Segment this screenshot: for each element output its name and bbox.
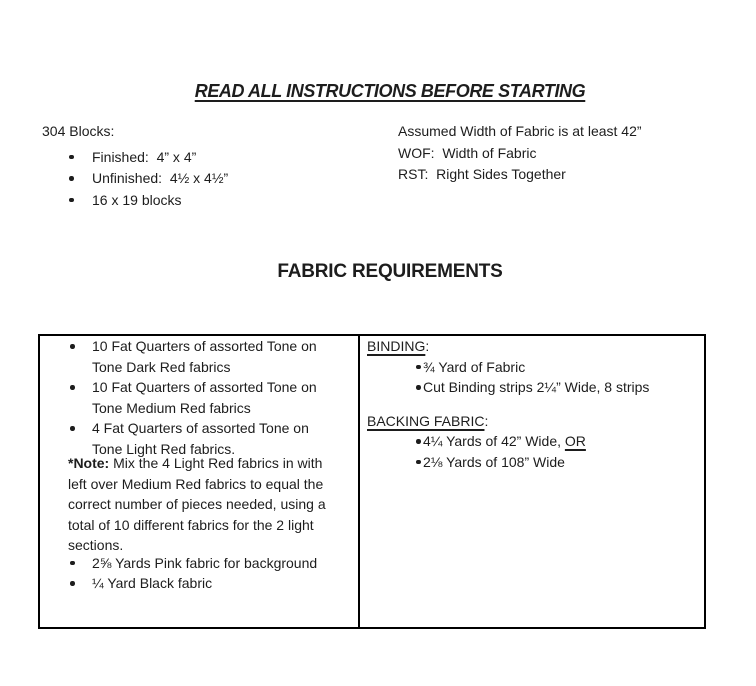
info-line: RST: Right Sides Together xyxy=(398,166,566,182)
bullet-icon xyxy=(69,198,74,203)
list-item xyxy=(68,377,342,418)
list-item xyxy=(42,190,372,212)
list-item-text: 10 Fat Quarters of assorted Tone on Tone Medium Red fabrics xyxy=(92,379,317,416)
list-item xyxy=(367,377,698,398)
binding-heading: BINDING xyxy=(367,338,426,354)
list-item xyxy=(367,452,698,473)
bullet-icon xyxy=(70,385,75,390)
fat-quarters-list xyxy=(68,336,342,459)
quantities-cell xyxy=(40,336,360,627)
info-line: WOF: Width of Fabric xyxy=(398,144,537,161)
list-item xyxy=(68,573,342,594)
list-item xyxy=(68,336,342,377)
bullet-icon xyxy=(70,561,75,566)
note-paragraph xyxy=(68,453,342,556)
list-item xyxy=(68,418,342,459)
bullet-icon xyxy=(70,426,75,431)
list-item-text: 16 x 19 blocks xyxy=(92,191,182,208)
list-item-text: 10 Fat Quarters of assorted Tone on Tone Dark Red fabrics xyxy=(92,338,317,375)
blocks-info-section xyxy=(42,121,372,211)
blocks-list xyxy=(42,147,372,212)
blocks-heading: 304 Blocks: xyxy=(42,123,115,139)
section-title: FABRIC REQUIREMENTS xyxy=(277,261,503,282)
list-item xyxy=(68,553,342,574)
list-item-text: Finished: 4” x 4” xyxy=(92,148,197,165)
bullet-icon xyxy=(69,176,74,181)
list-item xyxy=(367,357,698,378)
binding-heading-colon: : xyxy=(425,338,430,354)
bullet-icon xyxy=(416,439,421,444)
note-label: *Note: xyxy=(68,455,110,471)
fabric-requirements-table xyxy=(38,334,706,629)
binding-list xyxy=(367,357,698,398)
additional-fabrics-list xyxy=(68,553,342,594)
list-item xyxy=(42,168,372,190)
list-item-text: Cut Binding strips 2¼” Wide, 8 strips xyxy=(423,379,650,395)
bullet-icon xyxy=(69,155,74,160)
bullet-icon xyxy=(70,581,75,586)
backing-heading-line xyxy=(367,411,698,432)
list-item-text: 2⅛ Yards of 108” Wide xyxy=(423,453,565,470)
backing-section xyxy=(367,411,698,473)
list-item xyxy=(367,431,698,452)
backing-heading-colon: : xyxy=(484,412,489,429)
page-title: READ ALL INSTRUCTIONS BEFORE STARTING xyxy=(194,81,586,101)
or-emphasis: OR xyxy=(564,433,586,449)
list-item-text: ¼ Yard Black fabric xyxy=(92,575,213,591)
backing-list xyxy=(367,431,698,472)
bullet-icon xyxy=(70,344,75,349)
binding-heading-line xyxy=(367,336,698,357)
note-text: Mix the 4 Light Red fabrics in with left over Medium Red fabrics to equal the correct number of pieces needed, using a total of 10 different fabrics for the 2 light sections. xyxy=(68,455,326,553)
info-line: Assumed Width of Fabric is at least 42” xyxy=(398,123,642,139)
list-item-text: 4 Fat Quarters of assorted Tone on Tone Light Red fabrics. xyxy=(92,420,309,457)
list-item-text: ¾ Yard of Fabric xyxy=(423,358,526,375)
fabric-info-section xyxy=(398,121,728,186)
list-item-text: 4¼ Yards of 42” Wide, xyxy=(423,433,565,449)
list-item xyxy=(42,147,372,169)
list-item-text: 2⅝ Yards Pink fabric for background xyxy=(92,554,318,571)
bullet-icon xyxy=(416,460,421,465)
list-item-text: Unfinished: 4½ x 4½” xyxy=(92,170,229,186)
backing-heading: BACKING FABRIC xyxy=(367,412,485,429)
bullet-icon xyxy=(416,365,421,370)
binding-section xyxy=(367,336,698,398)
bullet-icon xyxy=(416,385,421,390)
binding-backing-cell xyxy=(360,336,704,627)
